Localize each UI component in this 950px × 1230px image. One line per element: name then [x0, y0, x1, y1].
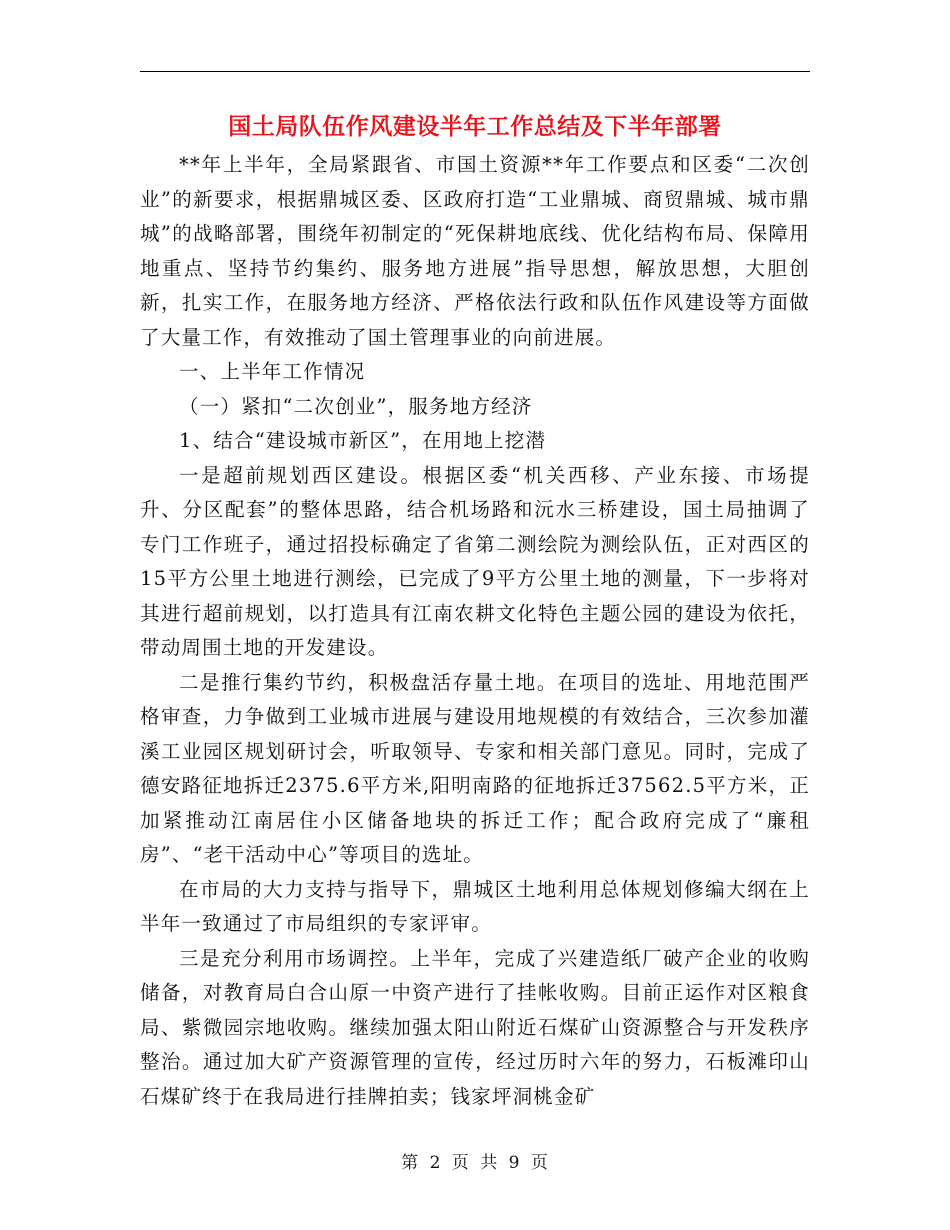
current-page-number: 2	[429, 1153, 442, 1173]
paragraph-two: 二是推行集约节约，积极盘活存量土地。在项目的选址、用地范围严格审查，力争做到工业城市进展与建设用地规模的有效结合，三次参加灌溪工业园区规划研讨会，听取领导、专家和相关部门意见。同时，完成了德安路征地拆迁2375.6平方米,阳明南路的征地拆迁37562.5平方米，正加紧推动江南居住小区储备地块的拆迁工作；配合政府完成了“廉租房”、“老干活动中心”等项目的选址。	[140, 670, 810, 866]
item-heading: 1、结合“建设城市新区”，在用地上挖潜	[179, 429, 547, 452]
total-page-count: 9	[508, 1153, 521, 1173]
header-rule	[140, 71, 810, 72]
intro-paragraph: **年上半年，全局紧跟省、市国土资源**年工作要点和区委“二次创业”的新要求，根据鼎城区委、区政府打造“工业鼎城、商贸鼎城、城市鼎城”的战略部署，围绕年初制定的“死保耕地底线、优化结构布局、保障用地重点、坚持节约集约、服务地方进展”指导思想，解放思想，大胆创新，扎实工作，在服务地方经济、严格依法行政和队伍作风建设等方面做了大量工作，有效推动了国土管理事业的向前进展。	[140, 153, 810, 349]
paragraph-three: 在市局的大力支持与指导下，鼎城区土地利用总体规划修编大纲在上半年一致通过了市局组织的专家评审。	[140, 877, 810, 935]
footer-prefix: 第	[401, 1153, 420, 1173]
paragraph-one: 一是超前规划西区建设。根据区委“机关西移、产业东接、市场提升、分区配套”的整体思路，结合机场路和沅水三桥建设，国土局抽调了专门工作班子，通过招投标确定了省第二测绘院为测绘队伍，正对西区的15平方公里土地进行测绘，已完成了9平方公里土地的测量，下一步将对其进行超前规划，以打造具有江南农耕文化特色主题公园的建设为依托，带动周围土地的开发建设。	[140, 463, 810, 659]
subsection-heading: （一）紧扣“二次创业”，服务地方经济	[179, 394, 533, 418]
footer-page-word: 页	[451, 1153, 470, 1173]
document-title: 国土局队伍作风建设半年工作总结及下半年部署	[228, 114, 722, 140]
page-footer	[0, 1150, 950, 1176]
section-heading: 一、上半年工作情况	[179, 360, 366, 383]
document-body	[140, 148, 810, 1114]
paragraph-four: 三是充分利用市场调控。上半年，完成了兴建造纸厂破产企业的收购储备，对教育局白合山原一中资产进行了挂帐收购。目前正运作对区粮食局、紫微园宗地收购。继续加强太阳山附近石煤矿山资源整合与开发秩序整治。通过加大矿产资源管理的宣传，经过历时六年的努力，石板滩印山石煤矿终于在我局进行挂牌拍卖；钱家坪洞桃金矿	[140, 946, 810, 1108]
footer-suffix: 页	[530, 1153, 549, 1173]
footer-total-word: 共	[480, 1153, 499, 1173]
